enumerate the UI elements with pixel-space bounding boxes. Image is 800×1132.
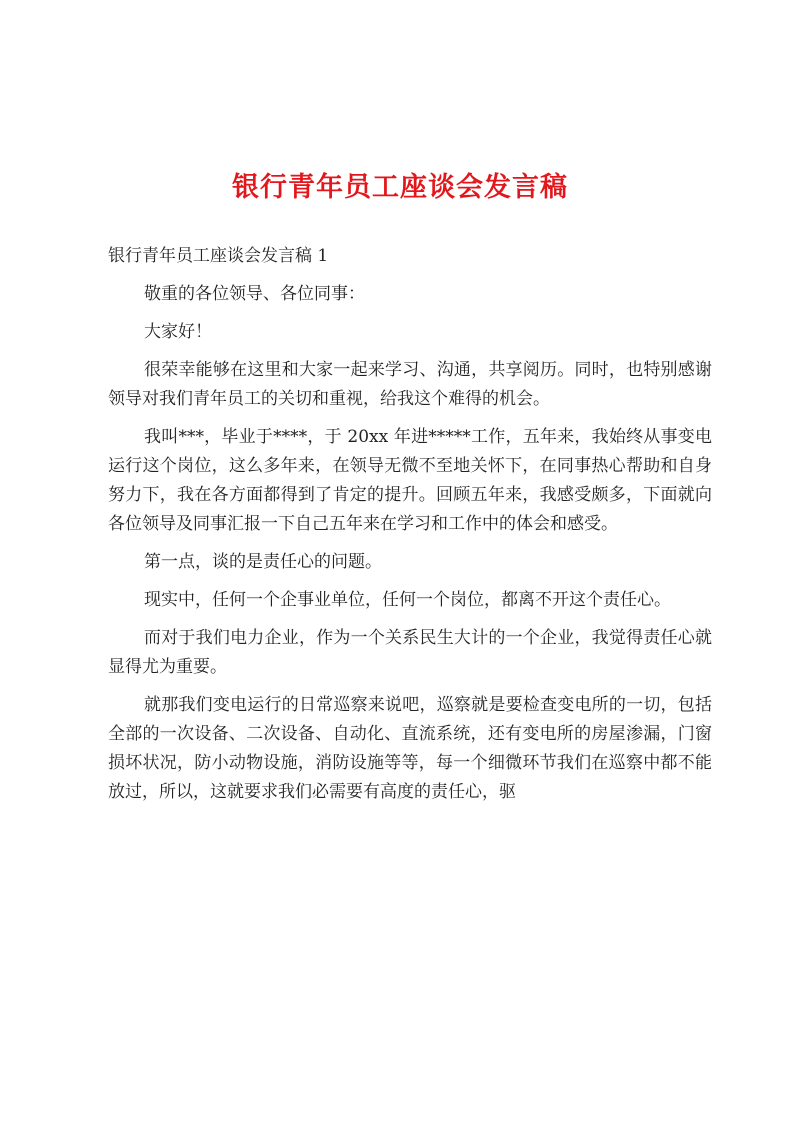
- body-paragraph: 我叫***，毕业于****，于 20xx 年进*****工作，五年来，我始终从事变电运行这个岗位，这么多年来，在领导无微不至地关怀下，在同事热心帮助和自身努力下，我在各方面都得到了肯定的提升。回顾五年来，我感受颇多，下面就向各位领导及同事汇报一下自己五年来在学习和工作中的体会和感受。: [108, 427, 712, 534]
- body-paragraph: 现实中，任何一个企事业单位，任何一个岗位，都离不开这个责任心。: [144, 590, 671, 610]
- body-paragraph: 很荣幸能够在这里和大家一起来学习、沟通，共享阅历。同时，也特别感谢领导对我们青年员工的关切和重视，给我这个难得的机会。: [108, 360, 712, 409]
- document-title: 银行青年员工座谈会发言稿: [232, 172, 568, 203]
- body-paragraph: 就那我们变电运行的日常巡察来说吧，巡察就是要检查变电所的一切，包括全部的一次设备、二次设备、自动化、直流系统，还有变电所的房屋渗漏，门窗损坏状况，防小动物设施，消防设施等等，每一个细微环节我们在巡察中都不能放过，所以，这就要求我们必需要有高度的责任心，驱: [108, 695, 712, 802]
- section-heading: 银行青年员工座谈会发言稿 1: [108, 246, 329, 266]
- greeting-paragraph: 大家好！: [144, 322, 212, 342]
- body-paragraph: 而对于我们电力企业，作为一个关系民生大计的一个企业，我觉得责任心就显得尤为重要。: [108, 628, 712, 677]
- point-heading-paragraph: 第一点，谈的是责任心的问题。: [144, 552, 382, 572]
- document-body: [108, 242, 712, 816]
- salutation-paragraph: 敬重的各位领导、各位同事：: [144, 284, 365, 304]
